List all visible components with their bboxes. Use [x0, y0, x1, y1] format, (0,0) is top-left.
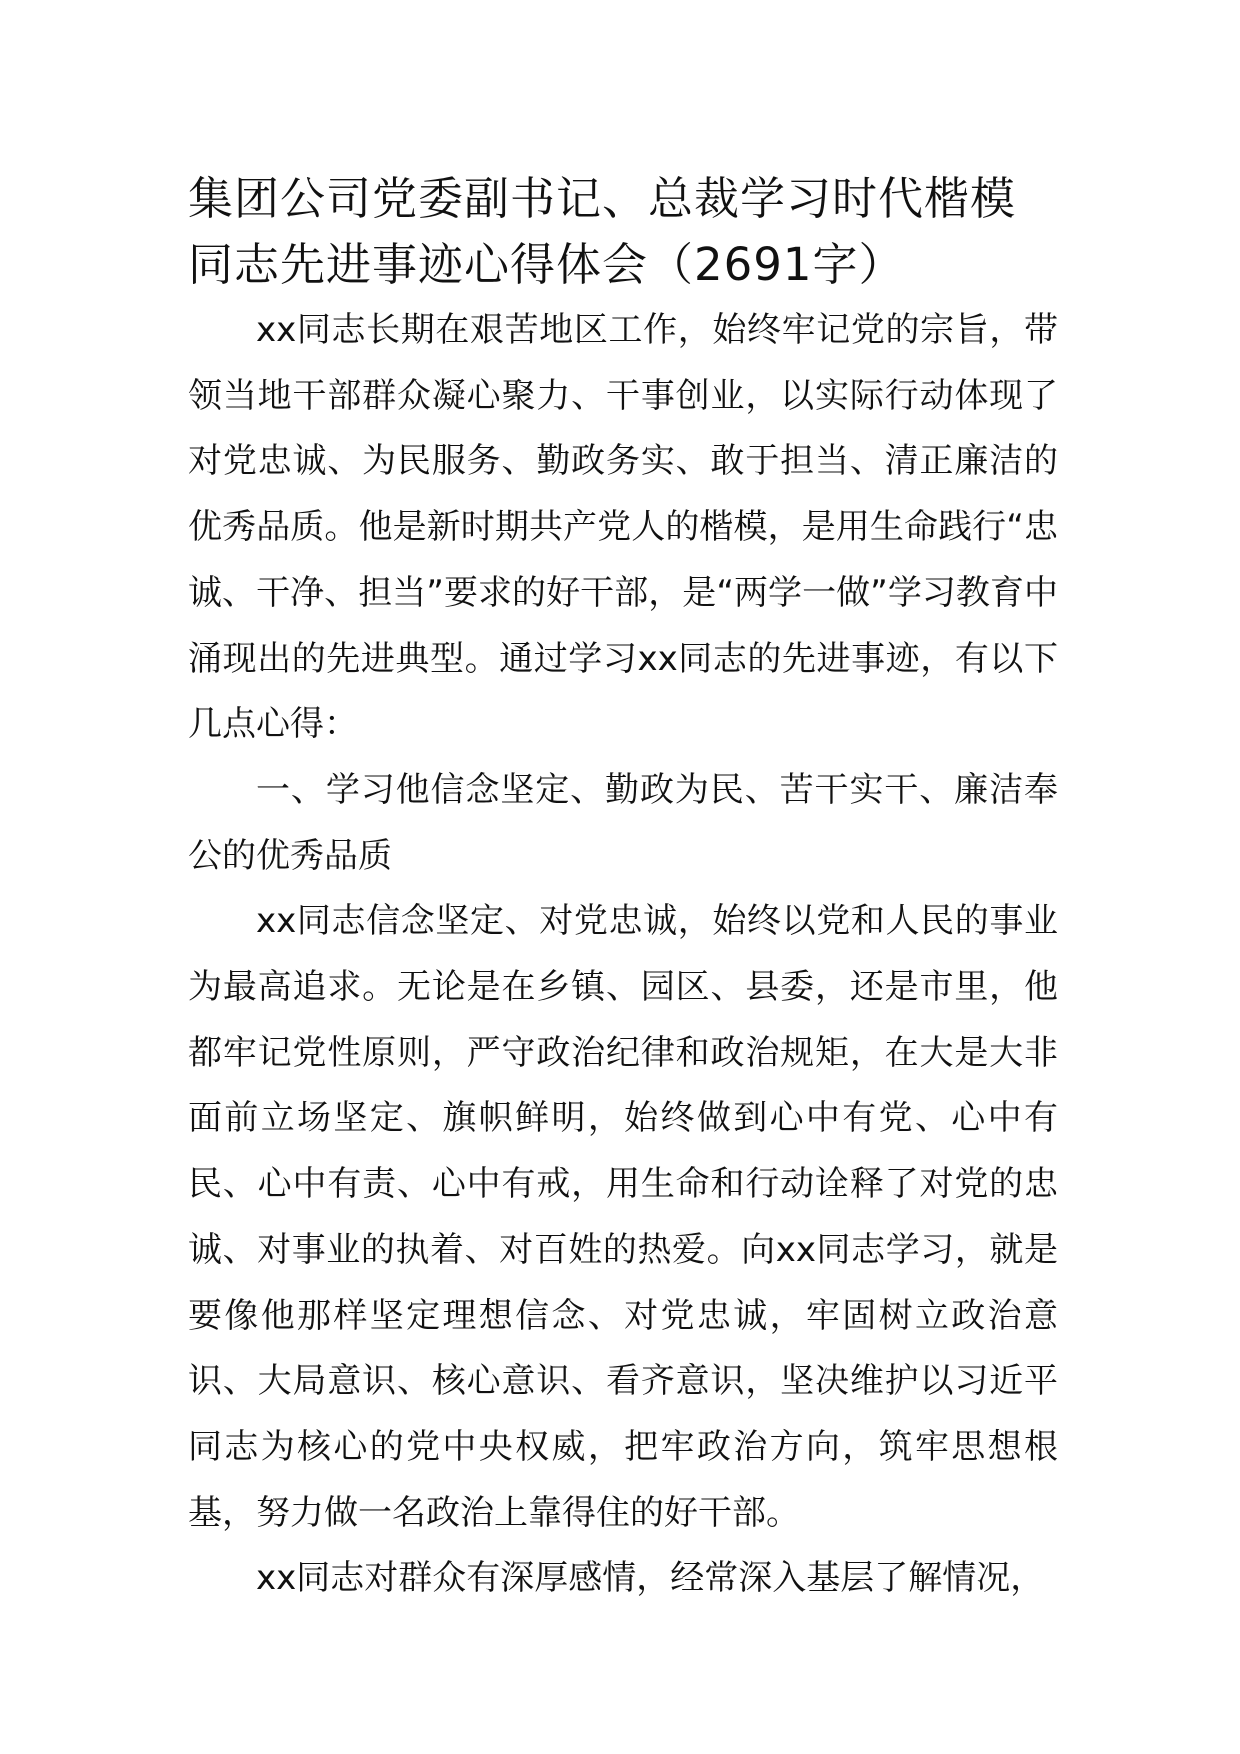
- document-title: 集团公司党委副书记、总裁学习时代楷模同志先进事迹心得体会（2691字）: [188, 172, 1017, 291]
- paragraph-masses: xx同志对群众有深厚感情，经常深入基层了解情况，: [256, 1558, 1045, 1599]
- paragraph-intro: xx同志长期在艰苦地区工作，始终牢记党的宗旨，带领当地干部群众凝心聚力、干事创业，以实际行动体现了对党忠诚、为民服务、勤政务实、敢于担当、清正廉洁的优秀品质。他是新时期共产党人的楷模，是用生命践行“忠诚、干净、担当”要求的好干部，是“两学一做”学习教育中涌现出的先进典型。通过学习xx同志的先进事迹，有以下几点心得：: [188, 310, 1058, 745]
- paragraph-loyalty: xx同志信念坚定、对党忠诚，始终以党和人民的事业为最高追求。无论是在乡镇、园区、县委，还是市里，他都牢记党性原则，严守政治纪律和政治规矩，在大是大非面前立场坚定、旗帜鲜明，始终做到心中有党、心中有民、心中有责、心中有戒，用生命和行动诠释了对党的忠诚、对事业的执着、对百姓的热爱。向xx同志学习，就是要像他那样坚定理想信念、对党忠诚，牢固树立政治意识、大局意识、核心意识、看齐意识，坚决维护以习近平同志为核心的党中央权威，把牢政治方向，筑牢思想根基，努力做一名政治上靠得住的好干部。: [188, 901, 1058, 1533]
- document-page: [188, 166, 1058, 1612]
- section-heading-1: 一、学习他信念坚定、勤政为民、苦干实干、廉洁奉公的优秀品质: [188, 769, 1058, 876]
